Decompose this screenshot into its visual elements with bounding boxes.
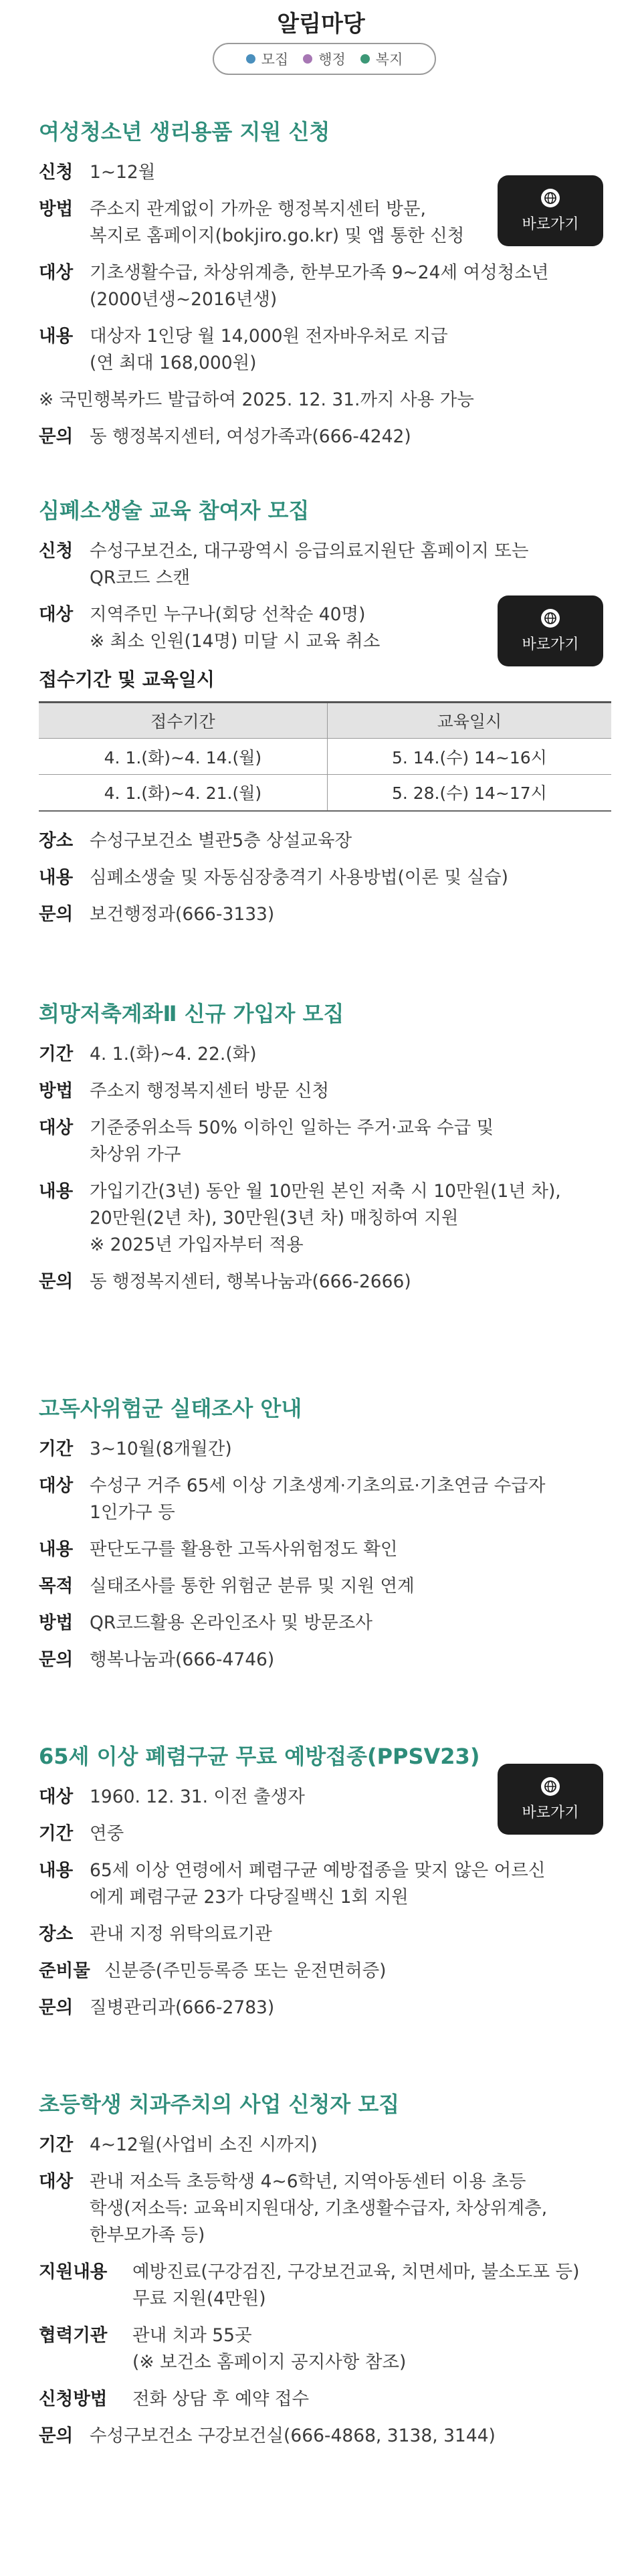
schedule-table <box>39 701 611 812</box>
row-label: 장소 <box>39 830 74 851</box>
globe-icon <box>541 189 560 207</box>
info-row <box>39 2322 614 2376</box>
notice-section-lonely-death-survey <box>39 1392 614 1683</box>
recruit-dot-icon <box>246 54 255 64</box>
info-row <box>39 538 614 591</box>
section-title: 심폐소생술 교육 참여자 모집 <box>39 498 310 523</box>
row-label: 문의 <box>39 1271 74 1292</box>
row-value: 4. 1.(화)~4. 22.(화) <box>90 1044 257 1065</box>
row-value: 지역주민 누구나(회당 선착순 40명) ※ 최소 인원(14명) 미달 시 교육 취소 <box>90 604 381 652</box>
info-row <box>39 1921 614 1948</box>
row-value: 예방진료(구강검진, 구강보건교육, 치면세마, 불소도포 등) 무료 지원(4만원) <box>132 2262 580 2309</box>
info-row <box>39 1610 614 1637</box>
legend-label: 복지 <box>375 52 403 68</box>
row-label: 지원내용 <box>39 2262 108 2282</box>
info-row <box>39 1115 614 1168</box>
row-value: 보건행정과(666-3133) <box>90 903 275 925</box>
row-label: 신청 <box>39 541 74 561</box>
notice-section-cpr-education <box>39 494 614 938</box>
row-label: 기간 <box>39 1823 74 1844</box>
row-label: 목적 <box>39 1576 74 1596</box>
row-value: 4~12월(사업비 소진 시까지) <box>90 2134 318 2155</box>
go-button-label: 바로가기 <box>522 1804 579 1821</box>
page-header <box>0 0 642 80</box>
go-button-pneumococcal-vaccine[interactable] <box>498 1764 603 1835</box>
legend-label: 행정 <box>318 52 346 68</box>
row-value: 수성구보건소, 대구광역시 응급의료지원단 홈페이지 또는 QR코드 스캔 <box>90 541 529 588</box>
row-value: 연중 <box>90 1823 124 1844</box>
row-label: 기간 <box>39 2134 74 2155</box>
contact-row <box>39 424 614 450</box>
row-value: 3~10월(8개월간) <box>90 1439 232 1459</box>
table-cell: 4. 1.(화)~4. 14.(월) <box>39 739 327 775</box>
table-cell: 5. 28.(수) 14~17시 <box>327 775 611 811</box>
info-row <box>39 1078 614 1105</box>
info-row <box>39 1178 614 1259</box>
row-value: 65세 이상 연령에서 폐렴구균 예방접종을 맞지 않은 어르신 에게 폐렴구균 23가 다당질백신 1회 지원 <box>90 1860 546 1908</box>
row-label: 내용 <box>39 1860 74 1881</box>
row-label: 대상 <box>39 604 74 625</box>
row-label: 내용 <box>39 326 74 347</box>
row-label: 방법 <box>39 1081 74 1101</box>
info-row <box>39 1536 614 1563</box>
row-label: 문의 <box>39 426 74 447</box>
notice-section-dental-care <box>39 2088 614 2460</box>
row-label: 준비물 <box>39 1960 90 1981</box>
row-label: 대상 <box>39 1475 74 1496</box>
row-label: 내용 <box>39 866 74 888</box>
legend-recruit <box>246 49 289 69</box>
go-button-menstrual-products[interactable] <box>498 175 603 246</box>
info-row <box>39 1857 614 1911</box>
row-label: 협력기관 <box>39 2325 108 2346</box>
contact-row <box>39 1647 614 1673</box>
row-value: 신분증(주민등록증 또는 운전면허증) <box>104 1960 387 1981</box>
row-value: 수성구 거주 65세 이상 기초생계·기초의료·기초연금 수급자 1인가구 등 <box>90 1475 546 1523</box>
notice-section-hope-savings <box>39 997 614 1305</box>
row-label: 문의 <box>39 903 74 925</box>
info-row <box>39 1041 614 1068</box>
row-label: 기간 <box>39 1439 74 1459</box>
notice-section-menstrual-products <box>39 115 614 460</box>
row-value: 대상자 1인당 월 14,000원 전자바우처로 지급 (연 최대 168,000원) <box>90 326 448 373</box>
row-value: 가입기간(3년) 동안 월 10만원 본인 저축 시 10만원(1년 차), 20만원(2년 차), 30만원(3년 차) 매칭하여 지원 ※ 2025년 가입자부터 적용 <box>90 1181 561 1255</box>
section-title: 고독사위험군 실태조사 안내 <box>39 1396 302 1421</box>
table-cell: 4. 1.(화)~4. 21.(월) <box>39 775 327 811</box>
row-label: 문의 <box>39 2425 74 2446</box>
info-row <box>39 260 614 313</box>
info-row <box>39 2132 614 2158</box>
row-value: 1960. 12. 31. 이전 출생자 <box>90 1786 305 1807</box>
row-value: 판단도구를 활용한 고독사위험정도 확인 <box>90 1539 398 1560</box>
row-label: 방법 <box>39 1613 74 1633</box>
section-title: 초등학생 치과주치의 사업 신청자 모집 <box>39 2092 400 2117</box>
info-row <box>39 1436 614 1463</box>
row-value: 전화 상담 후 예약 접수 <box>132 2389 310 2409</box>
row-label: 내용 <box>39 1539 74 1560</box>
globe-icon <box>541 609 560 628</box>
row-label: 방법 <box>39 199 74 219</box>
info-row <box>39 2386 614 2413</box>
row-value: 주소지 행정복지센터 방문 신청 <box>90 1081 330 1101</box>
welfare-dot-icon <box>360 54 370 64</box>
row-value: 기준중위소득 50% 이하인 일하는 주거·교육 수급 및 차상위 가구 <box>90 1117 494 1165</box>
row-value: QR코드활용 온라인조사 및 방문조사 <box>90 1613 372 1633</box>
info-row <box>39 1473 614 1526</box>
row-label: 대상 <box>39 2171 74 2192</box>
section-title: 여성청소년 생리용품 지원 신청 <box>39 119 330 145</box>
row-label: 신청 <box>39 162 74 183</box>
legend-welfare <box>360 49 403 69</box>
row-label: 신청방법 <box>39 2389 108 2409</box>
legend-label: 모집 <box>261 52 289 68</box>
row-value: 심폐소생술 및 자동심장충격기 사용방법(이론 및 실습) <box>90 866 508 888</box>
table-row <box>39 775 611 811</box>
info-row <box>39 1958 614 1985</box>
info-row <box>39 1573 614 1600</box>
row-value: 기초생활수급, 차상위계층, 한부모가족 9~24세 여성청소년 (2000년생~2016년생) <box>90 262 549 310</box>
row-value: 수성구보건소 구강보건실(666-4868, 3138, 3144) <box>90 2425 496 2446</box>
category-legend <box>213 43 436 75</box>
row-value: 수성구보건소 별관5층 상설교육장 <box>90 830 352 851</box>
contact-row <box>39 1269 614 1295</box>
row-label: 대상 <box>39 1117 74 1138</box>
row-label: 문의 <box>39 1649 74 1670</box>
page-title: 알림마당 <box>277 11 365 37</box>
row-label: 문의 <box>39 1997 74 2018</box>
row-label: 대상 <box>39 1786 74 1807</box>
table-header: 교육일시 <box>327 703 611 739</box>
row-value: 관내 저소득 초등학생 4~6학년, 지역아동센터 이용 초등 학생(저소득: 교육비지원대상, 기초생활수급자, 차상위계층, 한부모가족 등) <box>90 2171 548 2245</box>
admin-dot-icon <box>303 54 312 64</box>
row-value: 동 행정복지센터, 여성가족과(666-4242) <box>90 426 411 447</box>
contact-row <box>39 901 614 928</box>
info-row <box>39 2169 614 2249</box>
row-value: 관내 치과 55곳 (※ 보건소 홈페이지 공지사항 참조) <box>132 2325 407 2373</box>
row-value: 질병관리과(666-2783) <box>90 1997 275 2018</box>
row-value: 실태조사를 통한 위험군 분류 및 지원 연계 <box>90 1576 415 1596</box>
table-cell: 5. 14.(수) 14~16시 <box>327 739 611 775</box>
globe-icon <box>541 1777 560 1796</box>
row-value: 동 행정복지센터, 행복나눔과(666-2666) <box>90 1271 411 1292</box>
go-button-label: 바로가기 <box>522 215 579 233</box>
schedule-subheading: 접수기간 및 교육일시 <box>39 668 215 691</box>
contact-row <box>39 2423 614 2450</box>
row-label: 장소 <box>39 1924 74 1944</box>
info-row <box>39 323 614 377</box>
info-row <box>39 828 614 854</box>
table-header-row <box>39 703 611 739</box>
contact-row <box>39 1995 614 2021</box>
legend-admin <box>303 49 346 69</box>
row-value: 주소지 관계없이 가까운 행정복지센터 방문, 복지로 홈페이지(bokjiro.go.kr) 및 앱 통한 신청 <box>90 199 465 246</box>
go-button-cpr-education[interactable] <box>498 595 603 666</box>
section-note: ※ 국민행복카드 발급하여 2025. 12. 31.까지 사용 가능 <box>39 389 474 410</box>
row-value: 행복나눔과(666-4746) <box>90 1649 275 1670</box>
info-row <box>39 864 614 891</box>
row-value: 관내 지정 위탁의료기관 <box>90 1924 272 1944</box>
row-value: 1~12월 <box>90 162 156 183</box>
table-header: 접수기간 <box>39 703 327 739</box>
section-title: 희망저축계좌Ⅱ 신규 가입자 모집 <box>39 1001 344 1026</box>
row-label: 대상 <box>39 262 74 283</box>
info-row <box>39 2259 614 2312</box>
row-label: 기간 <box>39 1044 74 1065</box>
go-button-label: 바로가기 <box>522 636 579 653</box>
table-row <box>39 739 611 775</box>
row-label: 내용 <box>39 1181 74 1202</box>
section-title: 65세 이상 폐렴구균 무료 예방접종(PPSV23) <box>39 1744 480 1769</box>
